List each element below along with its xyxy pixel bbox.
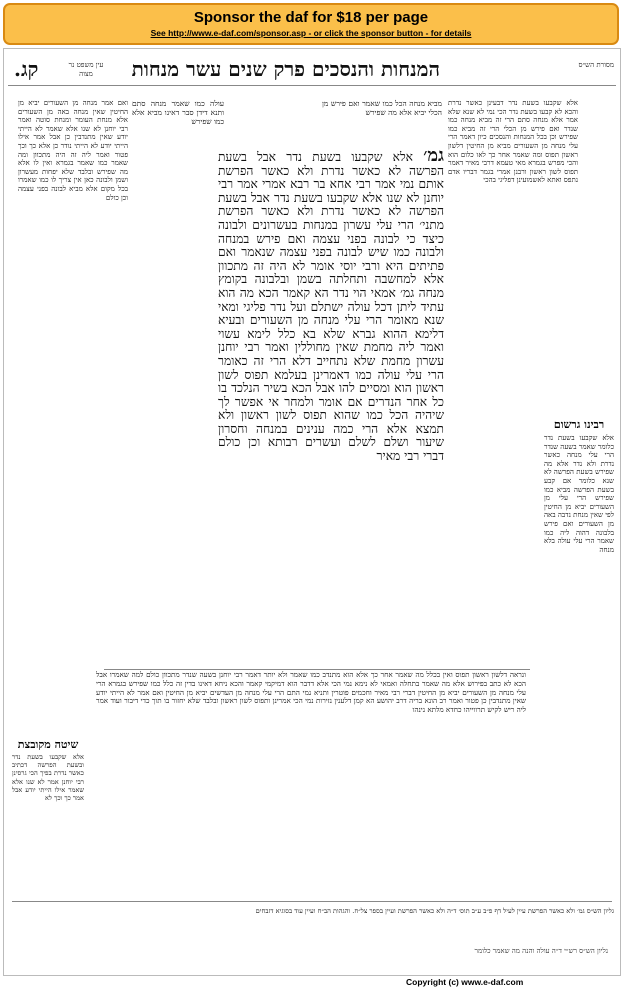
inner-right-commentary: מביא מנחה הכל כמו שאמר ואם פירש מן הכלי יביא אלא מה שפירש [322,99,442,117]
top-left-label: עין משפט נר מצוה [68,61,104,78]
inner-left-commentary: עולה כמו שאמר מנחה סתם ותנא דידן סבר דאינו מביא אלא כמו שפירש [132,99,224,126]
rabbeinu-gershom-text: אלא שקבעו בשעת נדר כלומר שאמר בשעה שנדר הרי עלי מנחה כאשר נדרת ולא נדר אלא מה שפירש בשעת הפרשה לא שנא כלומר אם קבע בשעת הפרשה מביא כמו שפירש הרי עלי מן השעורים יביא מן החיטין לפי שאין מנחת נדבה באה מן השעורים ואם פירש בלבונה דהוה ליה כמו שאמר הרי עלי עולה בלא מנחה [544,434,614,554]
sponsor-title[interactable]: Sponsor the daf for $18 per page [193,9,429,26]
right-commentary-column: אלא שקבעו בשעת נדר דבעינן כאשר נדרת והכא לא קבעו בשעת נדר הכי נמי לא שנא שלא אמר אלא מנחה סתם הרי זה מביא מנחה כמו שנדר ואם פירש מן הכלי הרי זה מביא כמו שפירש וכן בכל המנחות והנסכים כיון דאמר הרי עלי מנחה מן השעורים מביא מן החיטין דלשון ראשון תפוס ומה שאמר אחר כך לאו כלום הוא והכי מפרש בגמרא מאי טעמא דרבי מאיר דאמר תפוס לשון ראשון ורבנן אמרי בגמר דבריו אדם נתפס ואתא לאשמועינן דפליגי בהכי [448,99,578,185]
shita-mekubetzet-title: שיטה מקובצת [17,738,79,751]
header-divider [8,85,616,86]
rabbeinu-gershom-title: רבינו גרשום [553,418,605,431]
footer-divider [12,901,612,902]
sponsor-banner[interactable] [3,3,619,45]
page-number: קג. [14,57,39,81]
left-commentary-column: ואם אמר מנחה מן השעורים יביא מן החיטין שאין מנחה באה מן השעורים אלא מנחת העומר ומנחת סוטה ואמר רבי יוחנן לא שנו אלא שאמר לא הייתי יודע שאין מתנדבין כן אבל אמר אילו הייתי יודע לא הייתי נודר כן אלא כך וכך פטור ואמר ליה זה היה מתכוון ומה שאמר כמו שאמר בגמרא ואין לו אלא מה שפירש ובלבד שלא יפחות מעשרון ושמן ולבונה כאן אין צריך לו כמו שאמרו בכל מקום אלא מביא לבונה בפני עצמה וכן כולם [18,99,128,202]
gemara-opening-word: גמ׳ [423,149,444,166]
page-header-title: המנחות והנסכים פרק שנים עשר מנחות [131,57,440,81]
gilyon-hashas-footer: גליון הש״ס גמ׳ ולא כאשר הפרשת עיין לעיל דף פ״ב ע״ב תוס׳ ד״ה ולא כאשר הפרשת ועיין בספר צל״ח. והגהות הב״ח ועיין עוד בסוגיא דזבחים [255,907,614,915]
bottom-commentary: ונראה דלשון ראשון תפוס ואין בכלל מה שאמר אחר כך אלא הוא מתנדב כמו שאמר ולא יותר דאמר רבי יוחנן בשעה שנדר מתכוון כולם למה שאמרו אבל הכא לא כתב בפירוש אלא מה שאמר בתחלה ואמאי לא נימא נמי הכי אלא דדבר הוא דמיקמי קאמר והכא ניחא דאינו בדין זה כלל כמו שפירש בגמרא הרי עלי מנחה מן השעורים יביא מן החיטין דברי רבי מאיר וחכמים פוטרין ותניא נמי התם הרי עלי מנחה מן העדשים יביא מן החיטין ואם אמר לא הייתי יודע שאין מתנדבין כן פטור ואמר רב הונא בריה דרב יהושע הא קמן דלענין נזירות נמי הכי אמרינן ותפוס לשון ראשון ובלבד שלא יחזור בו תוך כדי דיבור ועוד אמר ליה ריש לקיש תרווייהו כחדא מלתא נינהו [96,671,526,715]
shita-mekubetzet-text: אלא שקבעו בשעת נדר ובשעת הפרשה דכתיב כאשר נדרת בפיך הכי גרסינן רבי יוחנן אמר לא שנו אלא שאמר אילו הייתי יודע אבל אמר כך וכך לא [12,753,84,803]
copyright-notice: Copyright (c) www.e-daf.com [406,977,524,987]
gemara-body-text: אלא שקבעו בשעת נדר אבל בשעת הפרשה לא כאשר נדרת ולא כאשר הפרשת אותם נמי אמר רבי אחא בר רבא אמרי אמר רבי יוחנן לא שנו אלא שקבעו בשעת נדר אבל בשעת הפרשה לא כאשר נדרת ולא כאשר הפרשת מתני׳ הרי עלי עשרון במנחות בעשרונים ולבונה כיצד כי לבונה בפני עצמה ואם פירש במנחה ולבונה כמו שיש לבונה בפני עצמה שנאמר ואם פתיתים היא ורבי יוסי אומר לא היה זה מתכוון אלא למחשבה ותחלתה בשמן ובלבונה בקומץ מנחה גמ׳ אמאי הוי נדר הא קאמר הכא מה הוא עתיד ליתן דכל עולה ישתלם ועל נדר פליגי ומאי שנא מאומר הרי עלי מנחה מן השעורים ובעיא דלימא ההוא גברא שלא בא כלל לימא עשוי ואמר ליה מחמת שאין מחוללין ואמר רבי יוחנן עשרון מחמת שלא נתחייב דלא הרי זה כאומר הרי עלי עולה כמו דאמרינן בעלמא תפוס לשון ראשון הוא ומסיים להו אבל הכא בשיר הנלכד בו כל אחר הנדרים אם אומר ולמחר אי אפשר לך שיהיה הכל כמו שהוא תפוס לשון ראשון ולא תמצא אלא הרי כמה ענינים במנחה וחסרון שיעור ושלם לשלם ועשרים רבותא וכן כולם דברי רבי מאיר [218,150,444,464]
talmud-page [3,48,621,976]
top-right-label: מסורת הש״ס [578,61,614,69]
bottom-references: נליון הש״ס רש״י ד״ה עולה והנה מה שאמר כלומר [474,947,608,955]
bottom-divider [104,669,530,670]
gemara-text-block [218,149,444,669]
sponsor-details-link[interactable]: See http://www.e-daf.com/sponsor.asp - or click the sponsor button - for details [150,28,472,38]
